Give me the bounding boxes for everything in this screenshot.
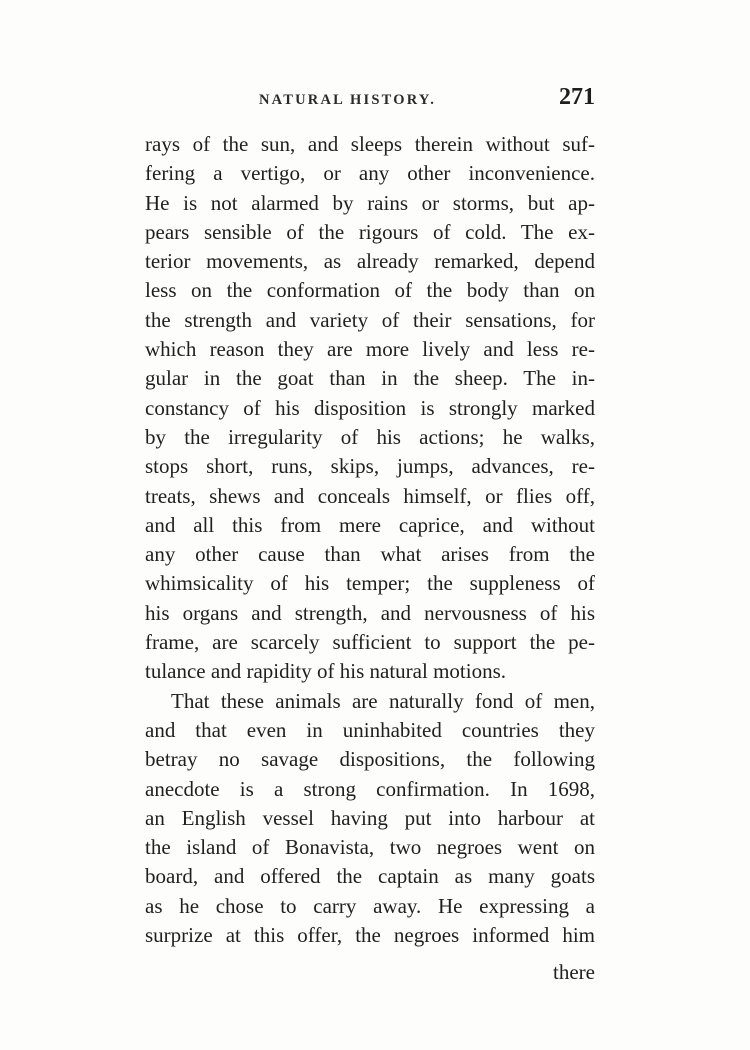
page-header — [145, 84, 595, 114]
text-line: and all this from mere caprice, and without — [145, 512, 595, 537]
text-line: any other cause than what arises from the — [145, 542, 595, 567]
body-text — [145, 130, 595, 950]
text-line: the strength and variety of their sensations, for — [145, 307, 595, 332]
catchword: there — [553, 960, 595, 984]
text-line: stops short, runs, skips, jumps, advances, re- — [145, 454, 595, 479]
text-line: fering a vertigo, or any other inconvenience. — [145, 161, 595, 186]
text-line: by the irregularity of his actions; he walks, — [145, 424, 595, 449]
text-line: frame, are scarcely sufficient to support the pe- — [145, 630, 595, 655]
text-line: anecdote is a strong confirmation. In 1698, — [145, 776, 595, 801]
text-line: the island of Bonavista, two negroes went on — [145, 835, 595, 860]
text-line: and that even in uninhabited countries they — [145, 717, 595, 742]
text-line: He is not alarmed by rains or storms, but ap- — [145, 190, 595, 215]
text-line: pears sensible of the rigours of cold. The ex- — [145, 219, 595, 244]
text-line: That these animals are naturally fond of men, — [171, 688, 595, 713]
text-line: as he chose to carry away. He expressing a — [145, 893, 595, 918]
text-line: terior movements, as already remarked, depend — [145, 249, 595, 274]
text-line: betray no savage dispositions, the following — [145, 747, 595, 772]
text-line: rays of the sun, and sleeps therein without suf- — [145, 132, 595, 156]
text-line: his organs and strength, and nervousness of his — [145, 600, 595, 625]
text-line: which reason they are more lively and less re- — [145, 337, 595, 362]
text-line: board, and offered the captain as many goats — [145, 864, 595, 889]
text-line: surprize at this offer, the negroes informed him — [145, 923, 595, 948]
text-line: tulance and rapidity of his natural motions. — [145, 659, 506, 684]
running-head: NATURAL HISTORY. — [259, 92, 437, 108]
text-line: treats, shews and conceals himself, or flies off, — [145, 483, 595, 508]
text-line: gular in the goat than in the sheep. The in- — [145, 366, 595, 391]
text-line: an English vessel having put into harbour at — [145, 805, 595, 830]
text-line: less on the conformation of the body than on — [145, 278, 595, 303]
text-line: whimsicality of his temper; the suppleness of — [145, 571, 595, 596]
page-number: 271 — [559, 84, 595, 110]
text-line: constancy of his disposition is strongly marked — [145, 395, 595, 420]
